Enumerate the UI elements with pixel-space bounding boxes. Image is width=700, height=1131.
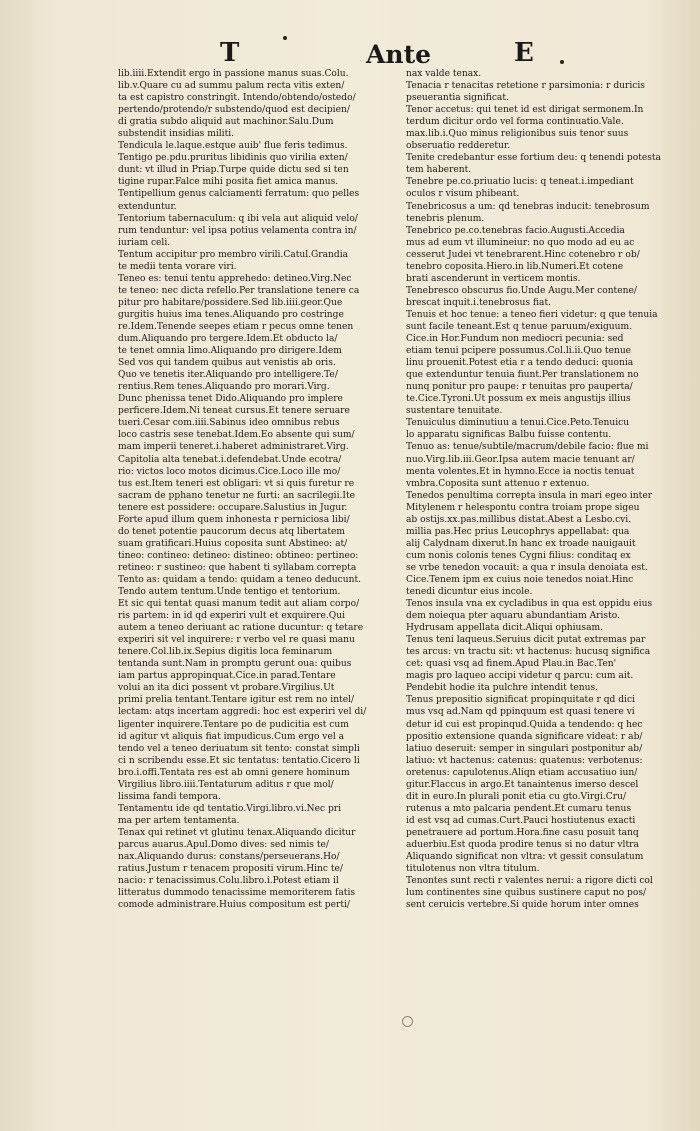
text-line: tus est.Item teneri est obligari: vt si quis furetur re xyxy=(118,478,355,489)
text-line: penetrauere ad portum.Hora.fine casu posuit tanq xyxy=(406,827,639,838)
text-line: latiuo: vt hactenus: catenus: quatenus: verbotenus: xyxy=(406,755,643,766)
text-line: Mitylenem r helespontu contra troiam prope sigeu xyxy=(406,502,640,513)
text-line: lib.iiii.Extendit ergo in passione manus suas.Colu. xyxy=(118,69,349,79)
text-line: brati ascenderunt in verticem montis. xyxy=(406,273,581,284)
text-line: tentanda sunt.Nam in promptu gerunt oua: quibus xyxy=(118,659,352,670)
text-line: experiri sit vel inquirere: r verbo vel re quasi manu xyxy=(118,635,355,646)
left-text-column xyxy=(118,68,402,911)
text-line: Tentum accipitur pro membro virili.Catul.Grandia xyxy=(118,249,349,260)
text-line: nax valde tenax. xyxy=(406,69,482,79)
text-line: id est vsq ad cumas.Curt.Pauci hostiutenus exacti xyxy=(406,815,636,826)
text-line: Tentorium tabernaculum: q ibi vela aut aliquid velo/ xyxy=(118,213,358,224)
text-line: Tenite credebantur esse fortium deu: q tenendi potesta xyxy=(406,153,661,164)
text-line: Tenos insula vna ex cycladibus in qua est oppidu eius xyxy=(406,599,653,610)
text-line: rentius.Rem tenes.Aliquando pro morari.Virg. xyxy=(118,382,330,393)
text-line: tueri.Cesar com.iiii.Sabinus ideo omnibus rebus xyxy=(118,418,340,429)
text-line: lo apparatu significas Balbu fuisse contentu. xyxy=(406,430,612,441)
text-line: detur id cui est propinqud.Quida a tendendo: q hec xyxy=(406,719,643,730)
text-line: mus vsq ad.Nam qd ppinquum est quasi tenere vi xyxy=(406,707,635,718)
ornament-dot xyxy=(560,60,564,64)
text-line: brescat inquit.i.tenebrosus fiat. xyxy=(406,297,552,308)
text-line: dem noiequa pter aquaru abundantiam Aristo. xyxy=(406,611,620,622)
text-line: tenebris plenum. xyxy=(406,213,485,224)
text-line: mam imperii teneret.i.haberet administraret.Virg. xyxy=(118,442,349,453)
text-line: rum tenduntur: vel ipsa potius velamenta contra in/ xyxy=(118,225,357,236)
text-line: Tenebre pe.co.priuatio lucis: q teneat.i.impediant xyxy=(406,177,634,188)
text-line: Tenuiculus diminutiuu a tenui.Cice.Peto.Tenuicu xyxy=(406,418,630,429)
header-title: Ante xyxy=(366,40,432,69)
text-line: tenedi dicuntur eius incole. xyxy=(406,587,533,598)
text-line: litteratus dummodo tenacissime memoriterem fatis xyxy=(118,888,356,899)
text-line: lissima fandi tempora. xyxy=(118,791,221,802)
text-line: di gratia subdo aliquid aut machinor.Salu.Dum xyxy=(118,117,334,128)
text-line: Virgilius libro.iiii.Tentaturum aditus r que mol/ xyxy=(118,779,334,790)
text-line: Tenebrico pe.co.tenebras facio.Augusti.Accedia xyxy=(406,225,625,236)
text-line: primi prelia tentant.Tentare igitur est rem no intel/ xyxy=(118,695,355,706)
text-line: iam partus appropinquat.Cice.in parad.Tentare xyxy=(118,671,336,682)
header-left-letter: T xyxy=(220,38,240,68)
text-line: comode administrare.Huius compositum est perti/ xyxy=(118,900,350,911)
text-line: millia pas.Hec prius Leucophrys appellabat: qua xyxy=(406,526,630,537)
text-line: Capitolia alta tenebat.i.defendebat.Unde ecotra/ xyxy=(118,454,342,465)
text-line: vmbra.Coposita sunt attenuo r extenuo. xyxy=(406,478,590,489)
text-line: lib.v.Quare cu ad summu palum recta vitis exten/ xyxy=(118,81,345,92)
text-line: ratius.Justum r tenacem propositi virum.Hinc te/ xyxy=(118,864,343,875)
text-line: latiuo deseruit: semper in singulari postponitur ab/ xyxy=(406,743,643,754)
ornament-dot xyxy=(283,36,287,40)
text-line: mus ad eum vt illumineiur: no quo modo ad eu ac xyxy=(406,237,635,248)
text-line: Forte apud illum quem inhonesta r perniciosa libi/ xyxy=(118,514,350,525)
text-line: autem a teneo deriuant ac ratione ducuntur: q tetare xyxy=(118,623,364,634)
text-line: obseruatio redderetur. xyxy=(406,141,511,152)
text-line: loco castris sese tenebat.Idem.Eo absente qui sum/ xyxy=(118,430,355,441)
text-line: tigine rupar.Falce mihi posita fiet amica manus. xyxy=(118,177,339,188)
text-line: Sed vos qui tandem quibus aut venistis ab oris. xyxy=(118,358,336,369)
text-line: te teneo: nec dicta refello.Per translatione tenere ca xyxy=(118,285,360,296)
text-line: re.Idem.Tenende seepes etiam r pecus omne tenen xyxy=(118,321,354,332)
text-line: titulotenus non vltra titulum. xyxy=(406,864,540,875)
text-line: te.Cice.Tyroni.Ut possum ex meis angustijs illius xyxy=(406,394,631,405)
text-line: lum continentes sine quibus sustinere caput no pos/ xyxy=(406,888,647,899)
text-line: Tentigo pe.pdu.pruritus libidinis quo virilia exten/ xyxy=(118,153,348,164)
text-line: oculos r visum phibeant. xyxy=(406,189,520,200)
text-line: tenere.Col.lib.ix.Sepius digitis loca feminarum xyxy=(118,647,333,658)
text-line: pertendo/protendo/r substendo/quod est decipien/ xyxy=(118,105,350,116)
text-line: substendit insidias militi. xyxy=(118,129,235,140)
text-line: menta volentes.Et in hymno.Ecce ia noctis tenuat xyxy=(406,466,635,477)
text-line: sustentare tenuitate. xyxy=(406,406,503,417)
text-line: magis pro laqueo accipi videtur q parcu: cum ait. xyxy=(406,671,634,682)
text-line: rutenus a mto palcaria pendent.Et cumaru tenus xyxy=(406,803,632,814)
text-line: Tentipellium genus calciamenti ferratum: quo pelles xyxy=(118,189,360,200)
text-line: Tenax qui retinet vt glutinu tenax.Aliquando dicitur xyxy=(118,827,356,838)
text-line: volui an ita dici possent vt probare.Virgilius.Ut xyxy=(118,683,335,694)
text-line: tineo: contineo: detineo: distineo: obtineo: pertineo: xyxy=(118,550,359,561)
text-line: que extenduntur tenuia fiunt.Per translationem no xyxy=(406,370,639,381)
text-line: gitur.Flaccus in argo.Et tanaintenus imerso descel xyxy=(406,779,639,790)
text-line: Cice.in Hor.Fundum non mediocri pecunia: sed xyxy=(406,334,624,345)
text-line: retineo: r sustineo: que habent ti syllabam correpta xyxy=(118,562,357,573)
text-line: Quo ve tenetis iter.Aliquando pro intelligere.Te/ xyxy=(118,370,338,381)
text-line: Tentamentu ide qd tentatio.Virgi.libro.vi.Nec pri xyxy=(118,803,342,814)
text-line: nacio: r tenacissimus.Colu.libro.i.Potest etiam il xyxy=(118,876,339,887)
text-line: linu prouenit.Potest etia r a tendo deduci: quonia xyxy=(406,358,634,369)
text-line: suam gratificari.Huius coposita sunt Abstineo: at/ xyxy=(118,538,348,549)
text-line: id agitur vt aliquis fiat impudicus.Cum ergo vel a xyxy=(118,731,345,742)
text-line: Tendicula le.laque.estque auib' flue feris tedimus. xyxy=(118,141,348,152)
page-mark-circle xyxy=(402,1016,413,1027)
text-line: te medii tenta vorare viri. xyxy=(118,261,237,272)
text-line: tenere est possidere: occupare.Salustius in Jugur. xyxy=(118,502,348,513)
text-line: etiam tenui pcipere possumus.Col.li.ii.Quo tenue xyxy=(406,346,632,357)
text-line: iuriam celi. xyxy=(118,237,171,248)
text-line: ab ostijs.xx.pas.millibus distat.Abest a Lesbo.cvi. xyxy=(406,514,632,525)
text-line: Pendebit hodie ita pulchre intendit tenus. xyxy=(406,683,599,694)
text-line: Tenuis et hoc tenue: a teneo fieri videtur: q que tenuia xyxy=(406,309,658,320)
text-line: Tenebricosus a um: qd tenebras inducit: tenebrosum xyxy=(406,201,650,212)
text-line: Tenontes sunt recti r valentes nerui: a rigore dicti col xyxy=(406,876,653,887)
text-line: parcus auarus.Apul.Domo dives: sed nimis te/ xyxy=(118,840,329,850)
text-line: max.lib.i.Quo minus religionibus suis tenor suus xyxy=(406,129,629,140)
text-line: dit in euro.In plurali ponit etia cu gto.Virgi.Cru/ xyxy=(406,791,627,802)
text-line: Tenacia r tenacitas retetione r parsimonia: r duricis xyxy=(406,81,645,92)
text-line: ris partem: in id qd experiri vult et exquirere.Qui xyxy=(118,611,345,622)
text-line: Tenebresco obscurus fio.Unde Augu.Mer contene/ xyxy=(406,285,637,296)
text-line: Tento as: quidam a tendo: quidam a teneo deducunt. xyxy=(118,574,361,585)
text-line: ci n scribendu esse.Et sic tentatus: tentatio.Cicero li xyxy=(118,755,360,766)
text-line: sunt facile teneant.Est q tenue paruum/exiguum. xyxy=(406,321,633,332)
text-line: cum nonis colonis tenes Cygni filius: conditaq ex xyxy=(406,550,631,561)
text-line: extenduntur. xyxy=(118,201,177,212)
text-line: bro.i.offi.Tentata res est ab omni genere hominum xyxy=(118,767,350,778)
text-line: Aliquando significat non vltra: vt gessit consulatum xyxy=(406,852,644,863)
text-line: Tenus teni laqueus.Seruius dicit putat extremas par xyxy=(406,635,646,646)
text-line: dunt: vt illud in Priap.Turpe quide dictu sed si ten xyxy=(118,165,349,176)
text-line: aduerbiu.Est quoda prodire tenus si no datur vltra xyxy=(406,840,639,850)
header-right-letter: E xyxy=(514,38,534,68)
text-line: Dunc phenissa tenet Dido.Aliquando pro implere xyxy=(118,394,343,405)
text-line: te tenet omnia limo.Aliquando pro dirigere.Idem xyxy=(118,346,342,357)
text-line: ppositio extensione quanda significare videat: r ab/ xyxy=(406,731,643,742)
text-line: Teneo es: tenui tentu apprehedo: detineo.Virg.Nec xyxy=(118,273,352,284)
text-line: terdum dicitur ordo vel forma continuatio.Vale. xyxy=(406,117,624,128)
text-line: oretenus: capulotenus.Aliqn etiam accusatiuo iun/ xyxy=(406,767,638,778)
text-line: Tenedos penultima correpta insula in mari egeo inter xyxy=(406,490,653,501)
text-line: sacram de pphano tenetur ne furti: an sacrilegii.Ite xyxy=(118,490,355,501)
text-line: Hydrusam appellata dicit.Aliqui ophiusam. xyxy=(406,623,604,634)
text-line: ma per artem tentamenta. xyxy=(118,815,240,826)
text-line: nax.Aliquando durus: constans/perseuerans.Ho/ xyxy=(118,852,340,863)
text-line: tes arcus: vn tractu sit: vt hactenus: hucusq significa xyxy=(406,647,651,658)
text-line: pseuerantia significat. xyxy=(406,93,509,104)
text-line: do tenet potentie paucorum decus atq libertatem xyxy=(118,526,346,537)
text-line: ligenter inquirere.Tentare po de pudicitia est cum xyxy=(118,719,349,730)
text-line: ta est capistro constringit. Intendo/obtendo/ostedo/ xyxy=(118,93,356,104)
text-line: gurgitis huius ima tenes.Aliquando pro costringe xyxy=(118,309,344,320)
text-line: perficere.Idem.Ni teneat cursus.Et tenere seruare xyxy=(118,406,350,417)
text-line: lectam: atqs incertam aggredi: hoc est experiri vel di/ xyxy=(118,707,367,718)
text-line: Et sic qui tentat quasi manum tedit aut aliam corpo/ xyxy=(118,599,360,610)
text-line: Cice.Tenem ipm ex cuius noie tenedos noiat.Hinc xyxy=(406,574,634,585)
text-line: nunq ponitur pro paupe: r tenuitas pro pauperta/ xyxy=(406,382,633,393)
text-line: rio: victos loco motos dicimus.Cice.Loco ille mo/ xyxy=(118,466,341,477)
text-line: tem haberent. xyxy=(406,165,472,176)
text-line: tenebro coposita.Hiero.in lib.Numeri.Et cotene xyxy=(406,261,624,272)
text-line: nuo.Virg.lib.iii.Geor.Ipsa autem macie tenuant ar/ xyxy=(406,454,635,465)
text-line: sent ceruicis vertebre.Si quide horum inter omnes xyxy=(406,900,639,911)
right-text-column xyxy=(406,68,688,911)
text-line: Tendo autem tentum.Unde tentigo et tentorium. xyxy=(118,587,341,598)
text-line: pitur pro habitare/possidere.Sed lib.iiii.geor.Que xyxy=(118,297,343,308)
text-line: Tenor accetus: qui tenet id est dirigat sermonem.In xyxy=(406,105,644,116)
text-line: alij Calydnam dixerut.In hanc ex troade nauigauit xyxy=(406,538,636,549)
text-line: cet: quasi vsq ad finem.Apud Plau.in Bac.Ten' xyxy=(406,659,617,670)
text-line: Tenuo as: tenue/subtile/macrum/debile facio: flue mi xyxy=(406,442,649,453)
text-line: Tenus prepositio significat propinquitate r qd dici xyxy=(406,695,635,706)
text-line: se vrbe tenedon vocauit: a qua r insula denoiata est. xyxy=(406,562,648,573)
text-line: tendo vel a teneo deriuatum sit tento: constat simpli xyxy=(118,743,360,754)
text-line: dum.Aliquando pro tergere.Idem.Et obducto la/ xyxy=(118,334,338,345)
text-line: cesserut Judei vt tenebrarent.Hinc cotenebro r ob/ xyxy=(406,249,640,260)
